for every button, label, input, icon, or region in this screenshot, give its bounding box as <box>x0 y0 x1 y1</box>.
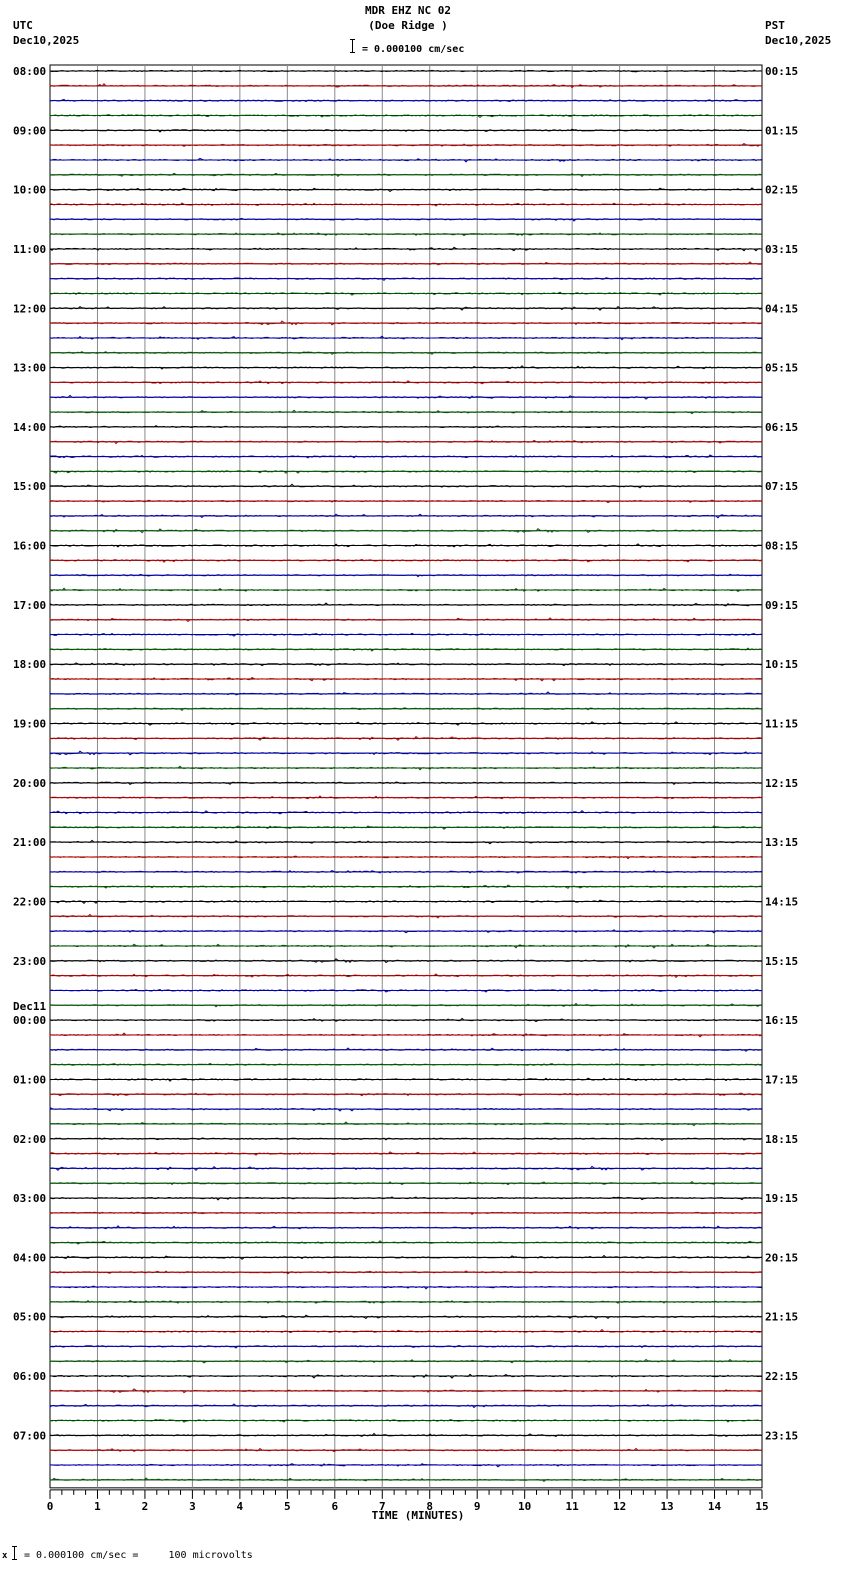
pst-hour-label: 09:15 <box>765 598 799 612</box>
utc-hour-label: 00:00 <box>13 1014 47 1028</box>
trace-line <box>50 1315 762 1318</box>
trace-line <box>50 381 762 384</box>
footer-scale-label: = 0.000100 cm/sec = 100 microvolts <box>24 1550 253 1561</box>
utc-hour-label: 13:00 <box>13 361 47 375</box>
pst-hour-label: 12:15 <box>765 776 799 790</box>
trace-line <box>50 218 762 221</box>
pst-hour-label: 06:15 <box>765 420 799 434</box>
trace-line <box>50 99 762 101</box>
traces <box>50 70 762 1481</box>
trace-line <box>50 1182 762 1185</box>
x-tick-label: 12 <box>612 1499 627 1513</box>
trace-line <box>50 1241 762 1244</box>
pst-hour-label: 13:15 <box>765 836 799 850</box>
pst-hour-label: 22:15 <box>765 1370 799 1384</box>
footer-marker: x <box>2 1551 8 1561</box>
utc-hour-label: 02:00 <box>13 1132 47 1146</box>
pst-hour-label: 11:15 <box>765 717 799 731</box>
pst-hour-label: 01:15 <box>765 124 799 138</box>
utc-hour-label: 16:00 <box>13 539 47 553</box>
utc-hour-label: 07:00 <box>13 1429 47 1443</box>
trace-line <box>50 766 762 770</box>
trace-line <box>50 1122 762 1126</box>
pst-hour-label: 03:15 <box>765 242 799 256</box>
trace-line <box>50 588 762 591</box>
trace-line <box>50 944 762 948</box>
trace-line <box>50 1404 762 1408</box>
trace-line <box>50 633 762 636</box>
x-tick-label: 2 <box>141 1499 149 1513</box>
trace-line <box>50 871 762 874</box>
utc-hour-label: 05:00 <box>13 1310 47 1324</box>
trace-line <box>50 84 762 88</box>
trace-line <box>50 722 762 725</box>
pst-hour-label: 14:15 <box>765 895 799 909</box>
pst-hour-label: 16:15 <box>765 1014 799 1028</box>
scale-label: = 0.000100 cm/sec <box>362 44 465 55</box>
trace-line <box>50 173 762 176</box>
trace-line <box>50 1166 762 1170</box>
trace-line <box>50 1478 762 1481</box>
pst-hour-label: 05:15 <box>765 361 799 375</box>
x-tick-label: 15 <box>755 1499 769 1513</box>
trace-line <box>50 840 762 843</box>
pst-hour-label: 07:15 <box>765 480 799 494</box>
pst-hour-label: 21:15 <box>765 1310 799 1324</box>
trace-line <box>50 1374 762 1378</box>
pst-hour-label: 17:15 <box>765 1073 799 1087</box>
pst-hour-label: 20:15 <box>765 1251 799 1265</box>
x-tick-label: 3 <box>189 1499 196 1513</box>
pst-hour-label: 04:15 <box>765 302 799 316</box>
trace-line <box>50 352 762 355</box>
trace-line <box>50 233 762 236</box>
pst-hour-label: 10:15 <box>765 658 799 672</box>
x-tick-label: 0 <box>46 1499 54 1513</box>
trace-line <box>50 471 762 473</box>
footer-scale-cap-top <box>12 1546 17 1547</box>
utc-hour-label: 18:00 <box>13 658 47 672</box>
trace-line <box>50 1033 762 1037</box>
trace-line <box>50 395 762 399</box>
x-tick-label: 11 <box>565 1499 579 1513</box>
pst-hour-label: 19:15 <box>765 1192 799 1206</box>
trace-line <box>50 70 762 72</box>
x-tick-label: 5 <box>284 1499 291 1513</box>
trace-line <box>50 811 762 814</box>
right-timezone: PST <box>765 19 785 32</box>
trace-line <box>50 574 762 576</box>
trace-line <box>50 618 762 622</box>
pst-hour-label: 02:15 <box>765 183 799 197</box>
utc-hour-label: 08:00 <box>13 65 47 78</box>
utc-hour-label: 22:00 <box>13 895 47 909</box>
utc-hour-label: 11:00 <box>13 242 47 256</box>
trace-line <box>50 158 762 162</box>
pst-hour-label: 08:15 <box>765 539 799 553</box>
x-tick-label: 7 <box>378 1499 386 1513</box>
trace-line <box>50 692 762 695</box>
trace-line <box>50 1301 762 1304</box>
utc-hour-label: 12:00 <box>13 302 47 316</box>
utc-hour-label: 06:00 <box>13 1370 47 1384</box>
footer-scale-bar-icon <box>14 1546 15 1559</box>
trace-line <box>50 1018 762 1021</box>
pst-hour-label: 18:15 <box>765 1132 799 1146</box>
utc-hour-label: Dec11 <box>13 1000 47 1014</box>
pst-hour-label: 23:15 <box>765 1429 799 1443</box>
station-title: MDR EHZ NC 02 <box>364 4 452 17</box>
utc-hour-label: 19:00 <box>13 717 47 731</box>
trace-line <box>50 974 762 978</box>
x-tick-label: 10 <box>518 1499 532 1513</box>
trace-line <box>50 1004 762 1007</box>
utc-hour-label: 04:00 <box>13 1251 47 1265</box>
utc-hour-label: 09:00 <box>13 124 47 138</box>
trace-line <box>50 1093 762 1095</box>
trace-line <box>50 203 762 206</box>
utc-hour-label: 10:00 <box>13 183 47 197</box>
trace-line <box>50 885 762 888</box>
trace-line <box>50 1152 762 1155</box>
trace-line <box>50 144 762 147</box>
trace-line <box>50 1048 762 1051</box>
utc-hour-label: 21:00 <box>13 836 47 850</box>
footer-scale-cap-bottom <box>12 1559 17 1560</box>
x-tick-label: 6 <box>331 1499 339 1513</box>
utc-hour-label: 03:00 <box>13 1192 47 1206</box>
trace-line <box>50 188 762 192</box>
site-title: (Doe Ridge ) <box>368 19 448 32</box>
x-tick-label: 8 <box>426 1499 434 1513</box>
trace-line <box>50 336 762 340</box>
trace-line <box>50 262 762 265</box>
utc-hour-label: 14:00 <box>13 420 47 434</box>
x-tick-label: 9 <box>473 1499 481 1513</box>
pst-hour-label: 15:15 <box>765 954 799 968</box>
trace-line <box>50 1108 762 1111</box>
utc-hour-label: 15:00 <box>13 480 47 494</box>
left-date: Dec10,2025 <box>13 34 80 47</box>
utc-hour-label: 01:00 <box>13 1073 47 1087</box>
trace-line <box>50 1389 762 1393</box>
trace-line <box>50 914 762 918</box>
left-timezone: UTC <box>13 19 33 32</box>
trace-line <box>50 1464 762 1467</box>
x-tick-label: 4 <box>236 1499 244 1513</box>
x-axis-label: TIME (MINUTES) <box>371 1509 465 1522</box>
trace-line <box>50 1197 762 1200</box>
trace-line <box>50 663 762 666</box>
utc-hour-label: 20:00 <box>13 776 47 790</box>
trace-line <box>50 1256 762 1260</box>
trace-line <box>50 737 762 741</box>
utc-hour-label: 23:00 <box>13 954 47 968</box>
trace-line <box>50 1448 762 1451</box>
utc-hour-label: 17:00 <box>13 598 47 612</box>
pst-hour-label: 00:15 <box>765 65 799 78</box>
x-tick-label: 1 <box>94 1499 101 1513</box>
trace-line <box>50 410 762 413</box>
trace-line <box>50 247 762 250</box>
right-date: Dec10,2025 <box>765 34 832 47</box>
x-tick-label: 13 <box>660 1499 674 1513</box>
x-tick-label: 14 <box>707 1499 722 1513</box>
